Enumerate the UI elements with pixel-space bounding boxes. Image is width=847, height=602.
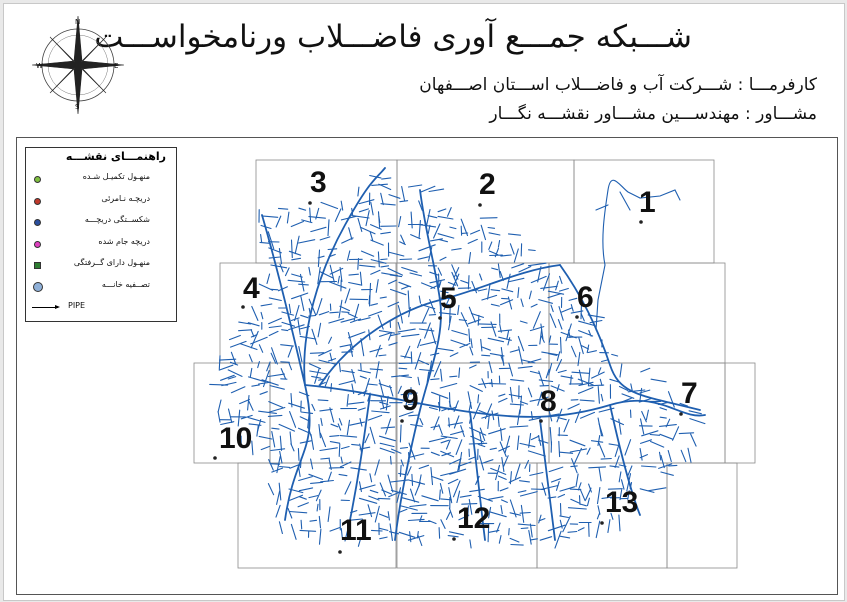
map-tile	[725, 363, 755, 463]
legend-item	[26, 280, 176, 294]
legend-item	[26, 301, 176, 315]
pipe-segment	[267, 267, 562, 292]
pipe-segment	[220, 412, 705, 436]
pipe-segment	[279, 515, 610, 542]
pipe-segment	[370, 186, 444, 204]
pipe-segment	[218, 404, 701, 428]
zone-centroid	[438, 316, 442, 320]
circle-marker-icon	[34, 219, 41, 226]
compass-s: S	[75, 103, 80, 111]
zone-centroid	[452, 537, 456, 541]
zone-label: 2	[479, 168, 496, 201]
compass-n: N	[75, 18, 81, 26]
zone-label: 11	[340, 514, 372, 547]
pipe-segment	[321, 200, 422, 215]
map-title: شـــبکه جمـــع آوری فاضـــلاب ورنامخواســـت	[94, 19, 692, 55]
pipe-segment	[261, 222, 494, 240]
legend-item	[26, 194, 176, 208]
map-tile	[667, 463, 737, 568]
pipe-segment	[230, 331, 603, 355]
circle-marker-icon	[34, 176, 41, 183]
zone-centroid	[575, 315, 579, 319]
legend-label: تصــفیه خانـــه	[101, 279, 150, 289]
zone-label: 7	[681, 377, 698, 410]
zone-centroid	[539, 419, 543, 423]
pipe-segment	[221, 372, 666, 396]
zone-label: 6	[577, 281, 594, 314]
legend-item	[26, 258, 176, 272]
zone-centroid	[308, 201, 312, 205]
zone-label: 10	[219, 422, 253, 455]
circle-marker-icon	[34, 198, 41, 205]
legend-item	[26, 172, 176, 186]
zone-label: 4	[243, 272, 260, 305]
map-tile	[238, 463, 396, 568]
zone-label: 8	[540, 385, 557, 418]
pipe-segment	[269, 254, 511, 269]
pipe-segment	[370, 176, 391, 180]
circle-marker-icon	[34, 241, 41, 248]
zone-label: 5	[440, 282, 457, 315]
zone-centroid	[639, 220, 643, 224]
legend-label: شکســتگی دریچـــه	[84, 215, 150, 224]
zone-centroid	[600, 521, 604, 525]
pipe-segment	[358, 536, 569, 548]
pipe-segment	[358, 184, 422, 201]
client-line: کارفرمـــا : شـــرکت آب و فاضـــلاب اســـتان اصـــفهان	[419, 75, 817, 95]
pipe-segment	[271, 263, 546, 284]
map-tile	[549, 263, 725, 363]
zone-label: 3	[310, 166, 327, 199]
zone-centroid	[213, 456, 217, 460]
legend-title: راهنمـــای نقشـــه	[65, 150, 166, 163]
compass-w: W	[36, 62, 43, 70]
legend-item	[26, 237, 176, 251]
map-legend	[25, 147, 177, 322]
pipe-segment	[511, 545, 523, 546]
pipe-segment	[596, 192, 630, 330]
pipe-segment	[262, 215, 310, 520]
legend-label: PIPE	[68, 301, 86, 310]
pipe-segment	[252, 300, 582, 323]
pipe-segment	[540, 420, 555, 540]
legend-item	[26, 215, 176, 229]
legend-label: دریچـه نـامرئی	[101, 193, 150, 203]
consultant-line: مشـــاور : مهندســـین مشـــاور نقشـــه نگـــار	[489, 104, 817, 124]
square-marker-icon	[34, 262, 41, 269]
legend-label: منهـول دارای گــرفتگی	[73, 258, 150, 267]
zone-label: 1	[639, 186, 656, 219]
pipe-arrow-icon	[32, 307, 58, 308]
zone-label: 13	[605, 486, 639, 519]
zone-centroid	[478, 203, 482, 207]
zone-label: 9	[402, 384, 419, 417]
zone-centroid	[400, 419, 404, 423]
map-tile	[537, 463, 667, 568]
map-tile	[397, 263, 549, 363]
zone-label: 12	[457, 502, 491, 535]
zone-centroid	[679, 412, 683, 416]
zone-centroid	[338, 550, 342, 554]
legend-label: منهـول تکمیـل شـده	[82, 172, 150, 181]
legend-label: دریچه جام شده	[98, 236, 150, 246]
circle-marker-icon	[33, 282, 43, 292]
compass-e: E	[114, 62, 119, 70]
pipe-segment	[350, 395, 370, 520]
